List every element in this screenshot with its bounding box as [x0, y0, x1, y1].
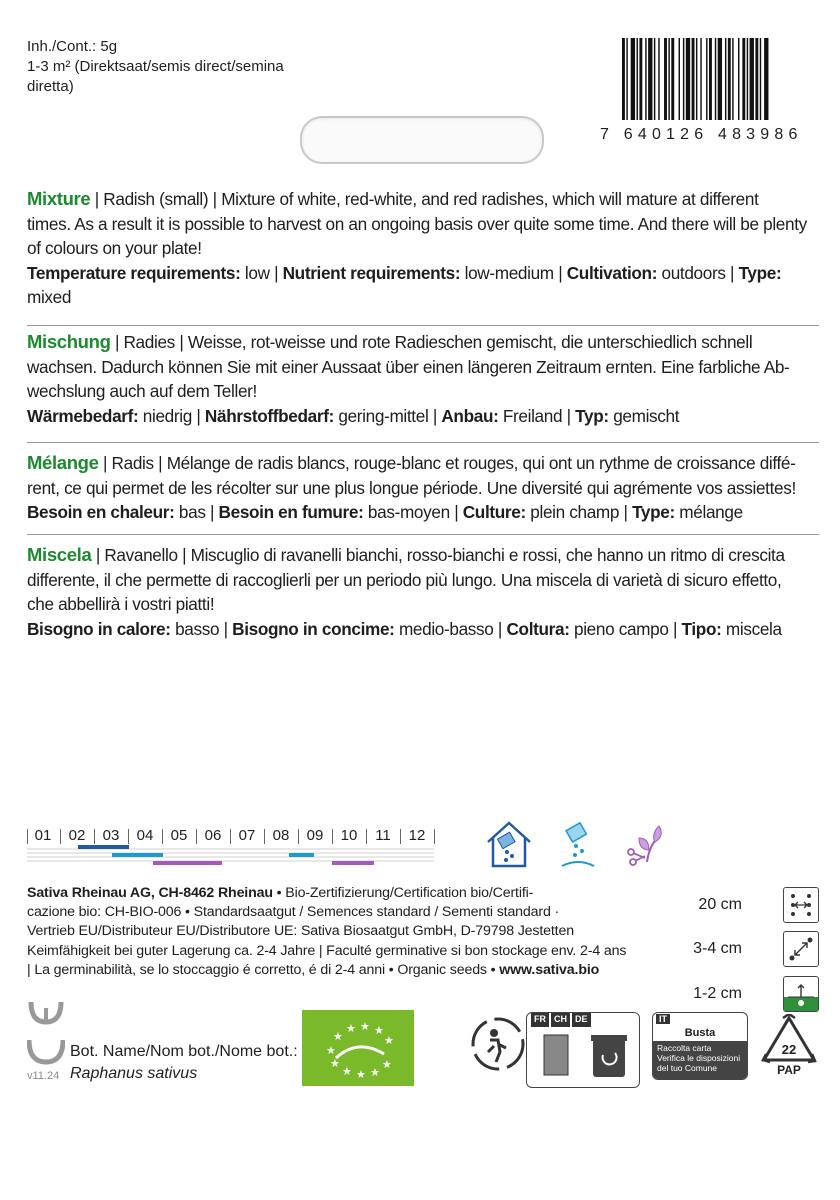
company-address	[27, 884, 677, 980]
section-title: Mixture	[27, 188, 91, 209]
svg-text:★: ★	[370, 1066, 380, 1079]
svg-text:★: ★	[326, 1044, 336, 1057]
req-label: Bisogno in concime:	[232, 618, 395, 639]
req-label: Cultivation:	[566, 262, 658, 283]
req-value: basso |	[170, 618, 233, 639]
month-label: 09	[306, 827, 324, 844]
contents-info	[27, 37, 287, 97]
sow-indoor-icon	[485, 818, 533, 870]
section-title: Mélange	[27, 452, 99, 473]
company-name: Sativa Rheinau AG, CH-8462 Rheinau	[27, 885, 273, 901]
req-value: pieno campo |	[569, 618, 682, 639]
barcode-number: 7 640126 483986	[600, 126, 803, 143]
triman-recycling-icon	[470, 1016, 526, 1072]
req-label: Type:	[738, 262, 782, 283]
sowing-depth-value: 1-2 cm	[693, 985, 742, 1002]
row-spacing-value: 20 cm	[698, 896, 742, 913]
description-text: | Radish (small) | Mixture of white, red-white, and red radishes, which will mature at different	[90, 189, 759, 209]
req-value: bas |	[174, 502, 219, 522]
req-value: gemischt	[608, 405, 680, 426]
requirements-line	[27, 617, 817, 642]
req-value: low-medium |	[460, 262, 567, 283]
country-de: DE	[572, 1013, 591, 1027]
pap-recycling-icon	[758, 1014, 820, 1076]
contents-line: Inh./Cont.: 5g	[27, 38, 118, 55]
req-label: Nährstoffbedarf:	[204, 405, 334, 426]
harvest-icon	[625, 822, 667, 868]
month-label: 05	[170, 827, 188, 844]
svg-text:★: ★	[346, 1022, 356, 1035]
svg-text:★: ★	[360, 1020, 370, 1033]
svg-text:★: ★	[374, 1024, 384, 1037]
harvest-bar	[332, 861, 374, 865]
description-text: che abbellirà i vostri piatti!	[27, 594, 215, 614]
botanical-label: Bot. Name/Nom bot./Nome bot.:	[70, 1043, 298, 1060]
it-text: del tuo Comune	[657, 1063, 718, 1073]
description-text: times. As a result it is possible to harvest on an ongoing basis over quite some time. And there will be plenty	[27, 213, 807, 234]
requirements-line	[27, 261, 817, 286]
req-value: Freiland |	[498, 405, 576, 426]
italy-disposal-box	[652, 1012, 748, 1080]
req-value: bas-moyen |	[363, 502, 463, 522]
req-label: Besoin en fumure:	[218, 502, 364, 522]
month-label: 11	[375, 827, 391, 844]
sow-outdoor-icon	[560, 822, 596, 868]
description-text: of colours on your plate!	[27, 238, 202, 258]
country-fr: FR	[531, 1013, 549, 1027]
section-german	[27, 330, 817, 428]
description-text: | Ravanello | Miscuglio di ravanelli bianchi, rosso-bianchi e rossi, che hanno un ritmo di crescita	[91, 545, 785, 565]
month-label: 02	[68, 827, 86, 844]
req-value: medio-basso |	[394, 618, 507, 639]
req-label: Besoin en chaleur:	[27, 502, 175, 522]
harvest-bar	[153, 861, 222, 865]
section-french	[27, 451, 817, 525]
req-label: Nutrient requirements:	[282, 262, 461, 283]
month-label: 10	[340, 827, 358, 844]
req-value: miscela	[721, 618, 782, 639]
plant-spacing-icon	[783, 931, 819, 967]
req-value: outdoors |	[657, 262, 739, 283]
req-label: Coltura:	[506, 618, 570, 639]
month-label: 12	[408, 827, 426, 844]
sativa-logo-icon	[27, 1000, 65, 1068]
description-text: | Radies | Weisse, rot-weisse und rote Radieschen gemischt, die unterschiedlich schnell	[110, 332, 753, 352]
req-label: Typ:	[575, 405, 609, 426]
req-label: Tipo:	[681, 618, 722, 639]
sow-indoor-bar	[78, 845, 129, 849]
svg-text:★: ★	[384, 1034, 394, 1047]
month-label: 03	[102, 827, 120, 844]
section-english	[27, 187, 817, 310]
paper-bin-icon	[589, 1033, 629, 1079]
it-text: Raccolta carta	[657, 1043, 712, 1053]
req-label: Bisogno in calore:	[27, 618, 171, 639]
it-text: Verifica le disposizioni	[657, 1053, 741, 1063]
month-label: 04	[136, 827, 154, 844]
calendar-track	[27, 848, 434, 862]
botanical-species: Raphanus sativus	[70, 1065, 198, 1082]
area-line-2: diretta)	[27, 78, 74, 95]
req-label: Type:	[632, 502, 675, 522]
req-value: niedrig |	[138, 405, 205, 426]
req-value: plein champ |	[525, 502, 633, 522]
section-italian	[27, 543, 817, 641]
address-text: cazione bio: CH-BIO-006 • Standardsaatgut / Semences standard / Sementi standard ·	[27, 904, 560, 921]
svg-text:★: ★	[356, 1068, 366, 1081]
website-link[interactable]: www.sativa.bio	[499, 961, 600, 978]
hang-slot	[300, 116, 544, 164]
paper-bag-icon	[541, 1031, 571, 1079]
address-text: | La germinabilità, se lo stoccaggio é corretto, é di 2-4 anni • Organic seeds •	[27, 961, 500, 978]
description-text: rent, ce qui permet de les récolter sur une plus longue période. Une diversité qui agrémente vos assiettes!	[27, 477, 796, 498]
req-value: gering-mittel |	[333, 405, 442, 426]
country-ch: CH	[551, 1013, 570, 1027]
pap-label: PAP	[777, 1063, 801, 1076]
row-spacing-icon	[783, 887, 819, 923]
month-label: 06	[204, 827, 222, 844]
requirements-line	[27, 404, 817, 429]
req-label: Culture:	[462, 502, 526, 522]
plant-spacing-value: 3-4 cm	[693, 940, 742, 957]
it-title: Busta	[684, 1027, 716, 1039]
requirements-line	[27, 500, 817, 525]
req-value: low |	[240, 262, 283, 283]
section-title: Miscela	[27, 544, 92, 565]
address-text: Keimfähigkeit bei guter Lagerung ca. 2-4 Jahre | Faculté germinative si bon stockage env. 2-4 ans	[27, 942, 627, 959]
sorting-guide-box	[526, 1012, 640, 1088]
description-text: wechslung auch auf dem Teller!	[27, 381, 257, 401]
eu-organic-logo	[302, 1010, 414, 1086]
svg-text:★: ★	[330, 1057, 340, 1070]
month-label: 01	[34, 827, 52, 844]
version-label: v11.24	[27, 1070, 60, 1082]
svg-text:★: ★	[382, 1058, 392, 1071]
svg-text:★: ★	[333, 1030, 343, 1043]
req-label: Anbau:	[441, 405, 499, 426]
address-text: • Bio-Zertifizierung/Certification bio/Certifi-	[272, 885, 534, 901]
description-text: wachsen. Dadurch können Sie mit einer Aussaat über einen längeren Zeitraum ernten. Eine farbliche Ab-	[27, 356, 790, 377]
sow-outdoor-bar	[112, 853, 163, 857]
sow-outdoor-bar	[289, 853, 314, 857]
month-label: 07	[238, 827, 256, 844]
divider	[27, 325, 819, 326]
pap-number: 22	[781, 1042, 797, 1057]
req-label: Wärmebedarf:	[27, 405, 139, 426]
req-value: mélange	[674, 502, 743, 522]
req-label: Temperature requirements:	[27, 262, 241, 283]
description-text: differente, il che permette di raccoglierli per un periodo più lungo. Una miscela di varietà di sicuro effetto,	[27, 569, 782, 590]
description-text: | Radis | Mélange de radis blancs, rouge-blanc et rouges, qui ont un rythme de croissance diffé-	[98, 453, 796, 473]
sowing-depth-icon	[783, 976, 819, 1012]
sowing-calendar	[27, 827, 437, 869]
svg-text:★: ★	[342, 1065, 352, 1078]
section-title: Mischung	[27, 331, 111, 352]
divider	[27, 442, 819, 443]
divider	[27, 534, 819, 535]
country-it: IT	[656, 1014, 670, 1024]
address-text: Vertrieb EU/Distributeur EU/Distributore UE: Sativa Biosaatgut GmbH, D-79798 Jestetten	[27, 923, 574, 940]
area-line: 1-3 m² (Direktsaat/semis direct/semina	[27, 58, 284, 75]
botanical-name	[70, 1041, 298, 1085]
req-value: mixed	[27, 287, 72, 307]
month-label: 08	[272, 827, 290, 844]
